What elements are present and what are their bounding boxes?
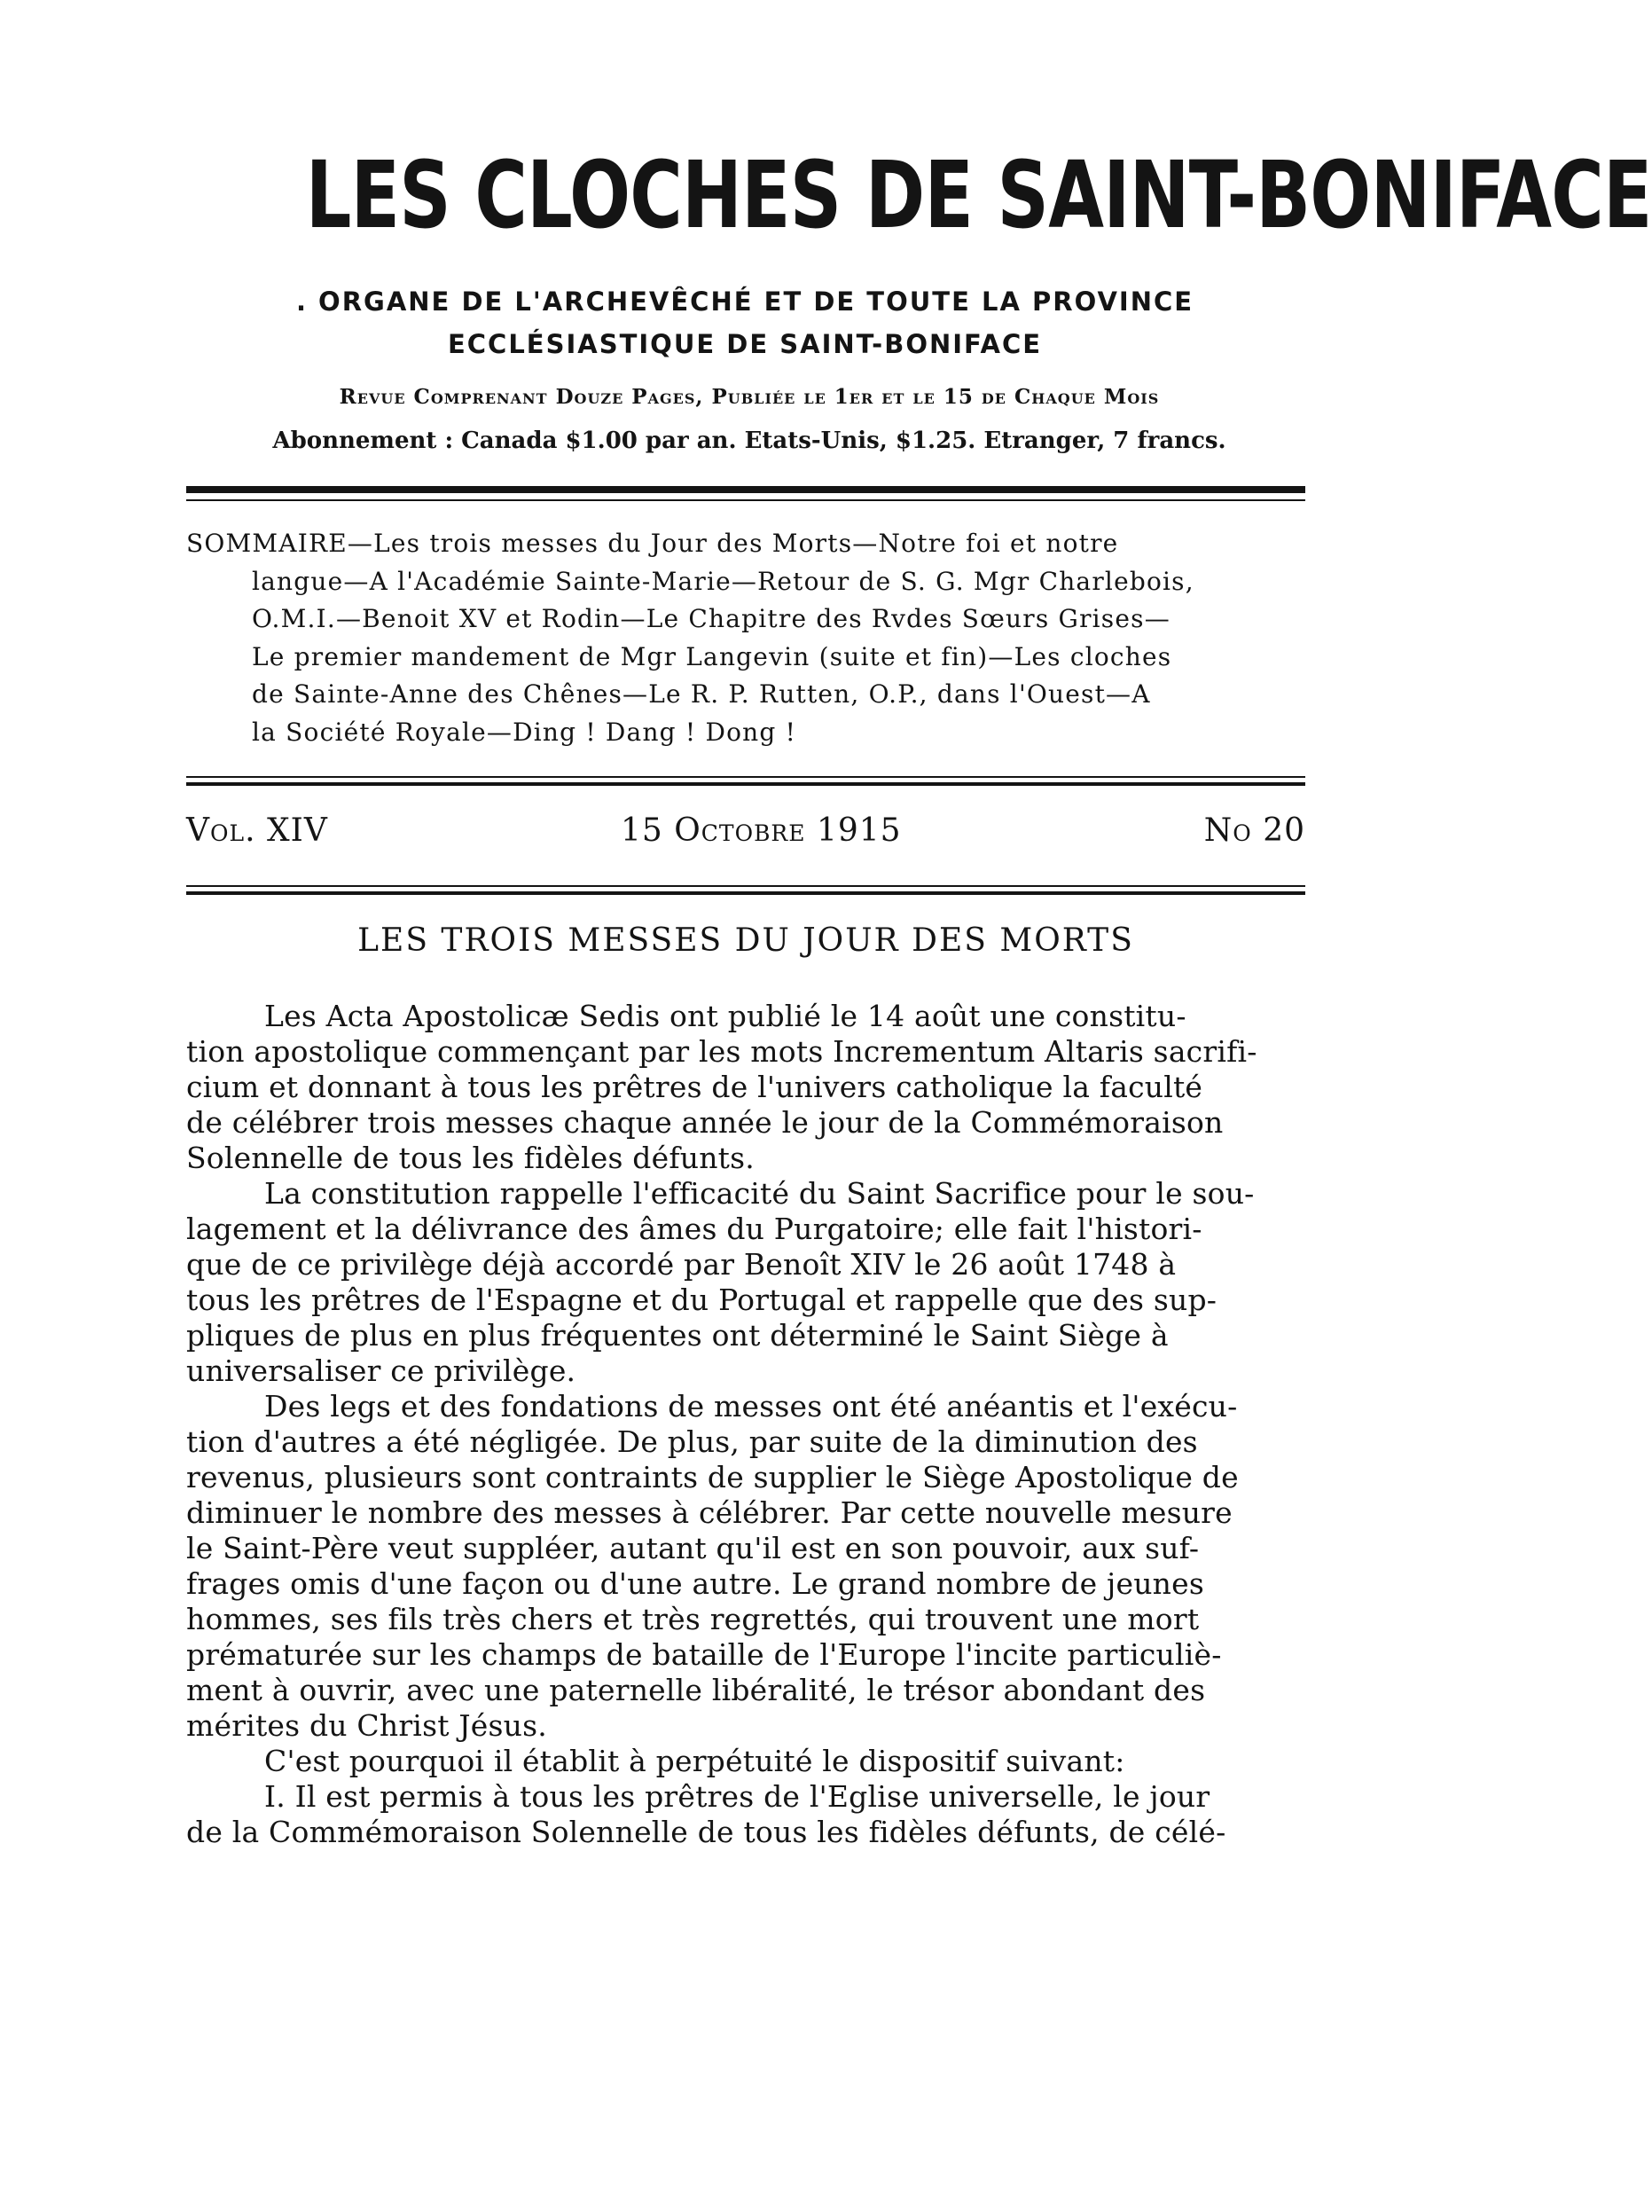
article-line: Solennelle de tous les fidèles défunts. [186, 1141, 755, 1175]
article-line: mérites du Christ Jésus. [186, 1708, 547, 1743]
article-line: lagement et la délivrance des âmes du Purgatoire; elle fait l'histori- [186, 1212, 1202, 1246]
article-line: tous les prêtres de l'Espagne et du Portugal et rappelle que des sup- [186, 1282, 1217, 1317]
article-line: universaliser ce privilège. [186, 1353, 576, 1388]
divider-rule [186, 776, 1305, 778]
article-line: Des legs et des fondations de messes ont été anéantis et l'exécu- [264, 1389, 1238, 1424]
issue-number: No 20 [1203, 812, 1305, 849]
article-body [186, 999, 1335, 1850]
masthead-title: LES CLOCHES DE SAINT-BONIFACE [305, 141, 1652, 249]
divider-rule [186, 486, 1305, 493]
article-line: ment à ouvrir, avec une paternelle libéralité, le trésor abondant des [186, 1673, 1206, 1707]
article-line: diminuer le nombre des messes à célébrer. Par cette nouvelle mesure [186, 1495, 1233, 1530]
article-line: de la Commémoraison Solennelle de tous les fidèles défunts, de célé- [186, 1815, 1226, 1849]
article-line: le Saint-Père veut suppléer, autant qu'il est en son pouvoir, aux suf- [186, 1531, 1200, 1565]
toc-line: la Société Royale—Ding ! Dang ! Dong ! [252, 717, 797, 747]
toc-line: SOMMAIRE—Les trois messes du Jour des Morts—Notre foi et notre [186, 529, 1119, 558]
issue-date: 15 Octobre 1915 [621, 812, 902, 849]
volume-label: Vol. XIV [186, 812, 328, 849]
article-line: I. Il est permis à tous les prêtres de l'Eglise universelle, le jour [264, 1779, 1210, 1814]
article-line: revenus, plusieurs sont contraints de supplier le Siège Apostolique de [186, 1460, 1239, 1494]
article-line: frages omis d'une façon ou d'une autre. Le grand nombre de jeunes [186, 1566, 1204, 1601]
article-line: tion apostolique commençant par les mots Incrementum Altaris sacrifi- [186, 1034, 1257, 1069]
article-title: LES TROIS MESSES DU JOUR DES MORTS [357, 922, 1134, 959]
article-line: Les Acta Apostolicæ Sedis ont publié le 14 août une constitu- [264, 999, 1186, 1033]
divider-rule [186, 885, 1305, 887]
issue-info-row [186, 812, 1305, 857]
article-line: que de ce privilège déjà accordé par Benoît XIV le 26 août 1748 à [186, 1247, 1177, 1282]
toc-line: O.M.I.—Benoit XV et Rodin—Le Chapitre des Rvdes Sœurs Grises— [252, 604, 1170, 633]
table-of-contents [186, 525, 1305, 751]
revue-description: Revue Comprenant Douze Pages, Publiée le 1er et le 15 de Chaque Mois [339, 385, 1160, 409]
article-line: La constitution rappelle l'efficacité du Saint Sacrifice pour le sou- [264, 1176, 1255, 1211]
masthead-subtitle-line2: ECCLÉSIASTIQUE DE SAINT-BONIFACE [447, 329, 1043, 359]
article-line: tion d'autres a été négligée. De plus, par suite de la diminution des [186, 1424, 1198, 1459]
toc-line: langue—A l'Académie Sainte-Marie—Retour de S. G. Mgr Charlebois, [252, 566, 1194, 596]
article-line: C'est pourquoi il établit à perpétuité le dispositif suivant: [264, 1744, 1125, 1778]
article-line: de célébrer trois messes chaque année le jour de la Commémoraison [186, 1105, 1224, 1140]
article-line: hommes, ses fils très chers et très regrettés, qui trouvent une mort [186, 1602, 1200, 1636]
subscription-rates: Abonnement : Canada $1.00 par an. Etats-Unis, $1.25. Etranger, 7 francs. [272, 427, 1226, 454]
toc-line: de Sainte-Anne des Chênes—Le R. P. Rutten, O.P., dans l'Ouest—A [252, 679, 1151, 709]
divider-rule [186, 891, 1305, 895]
article-line: prématurée sur les champs de bataille de l'Europe l'incite particuliè- [186, 1637, 1222, 1672]
divider-rule [186, 499, 1305, 501]
article-line: pliques de plus en plus fréquentes ont déterminé le Saint Siège à [186, 1318, 1169, 1353]
masthead-subtitle-line1: . ORGANE DE L'ARCHEVÊCHÉ ET DE TOUTE LA PROVINCE [295, 286, 1194, 317]
article-line: cium et donnant à tous les prêtres de l'univers catholique la faculté [186, 1070, 1203, 1104]
divider-rule [186, 782, 1305, 786]
toc-line: Le premier mandement de Mgr Langevin (suite et fin)—Les cloches [252, 641, 1172, 671]
